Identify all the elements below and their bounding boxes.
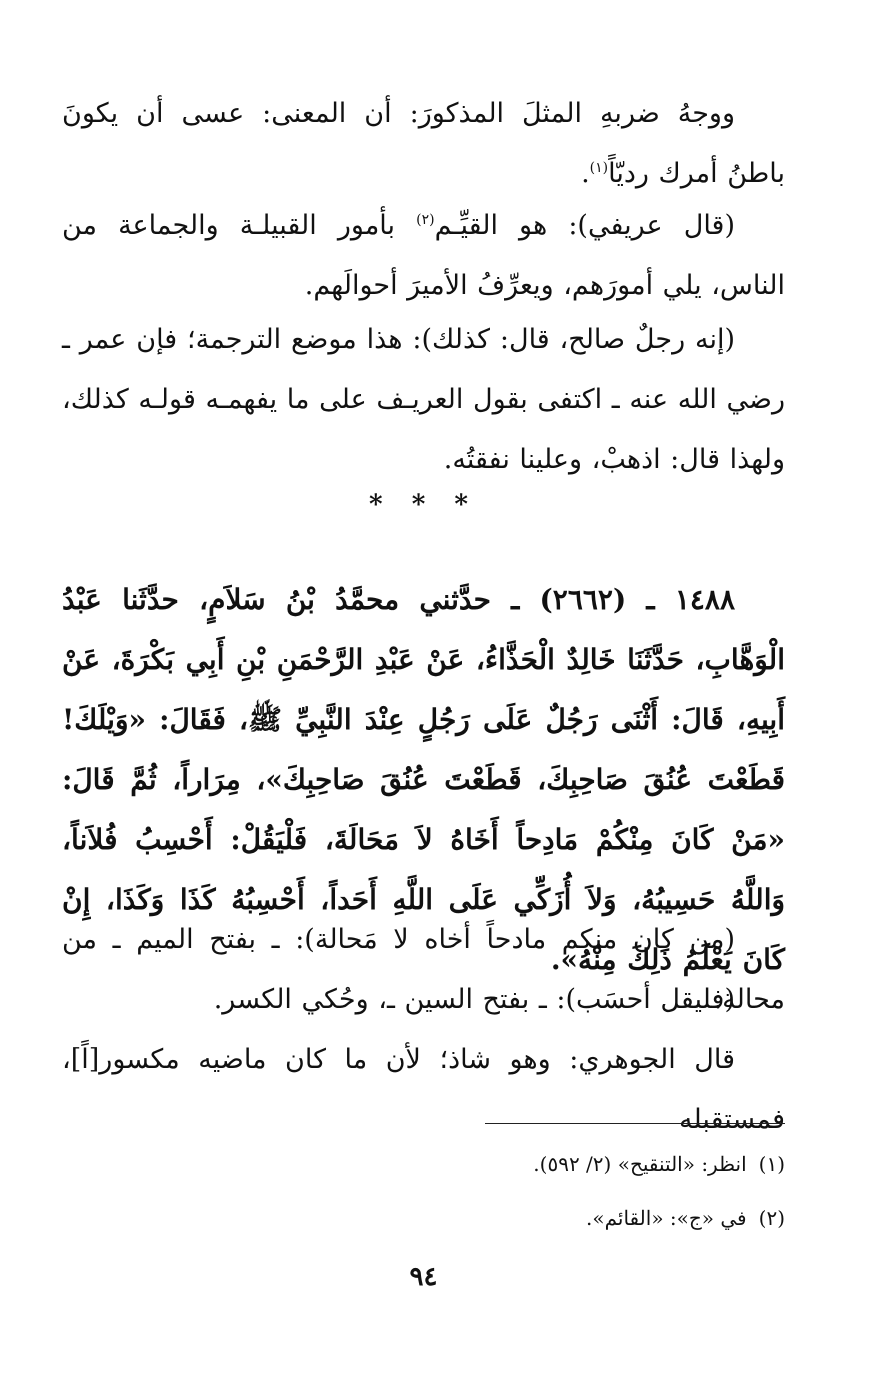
- paragraph-text: ووجهُ ضربهِ المثلَ المذكورَ: أن المعنى: عسى أن يكونَ باطنُ أمرك رديّاً: [62, 98, 785, 189]
- paragraph-explanation: [62, 84, 785, 204]
- paragraph-tarjama: (إنه رجلٌ صالح، قال: كذلك): هذا موضع الترجمة؛ فإن عمر ـ رضي الله عنه ـ اكتفى بقول العريـف على ما يفهمـه قولـه كذلك، ولهذا قال: اذهبْ، وعلينا نفقتُه.: [62, 324, 785, 475]
- note-jawhari: قال الجوهري: وهو شاذ؛ لأن ما كان ماضيه مكسور[اً]، فمستقبله: [62, 1044, 785, 1135]
- footnote-text: انظر: «التنقيح» (٢/ ٥٩٢).: [533, 1152, 747, 1176]
- hadith-text: ١٤٨٨ ـ (٢٦٦٢) ـ حدَّثني محمَّدُ بْنُ سَلاَمٍ، حدَّثَنا عَبْدُ الْوَهَّابِ، حَدَّثَنَا خَالِدٌ الْحَذَّاءُ، عَنْ عَبْدِ الرَّحْمَنِ بْنِ أَبِي بَكْرَةَ، عَنْ أَبِيهِ، قَالَ: أَثْنَى رَجُلٌ عَلَى رَجُلٍ عِنْدَ النَّبِيِّ ﷺ، فَقَالَ: «وَيْلَكَ! قَطَعْتَ عُنُقَ صَاحِبِكَ، قَطَعْتَ عُنُقَ صَاحِبِكَ»، مِرَاراً، ثُمَّ قَالَ: «مَنْ كَانَ مِنْكُمْ مَادِحاً أَخَاهُ لاَ مَحَالَةَ، فَلْيَقُلْ: أَحْسِبُ فُلاَناً، وَاللَّهُ حَسِيبُهُ، وَلاَ أُزَكِّي عَلَى اللَّهِ أَحَداً، أَحْسِبُهُ كَذَا وَكَذَا، إِنْ كَانَ يَعْلَمُ ذَلِكَ مِنْهُ».: [62, 583, 785, 976]
- section-separator: * * *: [369, 490, 478, 520]
- paragraph-text: بأمور القبيلـة والجماعة من الناس، يلي أمورَهم، ويعرِّفُ الأميرَ أحوالَهم.: [62, 210, 785, 301]
- punctuation: .: [581, 158, 590, 189]
- page-number: ٩٤: [409, 1262, 438, 1292]
- footnote-divider: [485, 1123, 785, 1124]
- footnote-1: [62, 1150, 785, 1178]
- footnote-ref: (١): [589, 160, 609, 176]
- paragraph-lemma: (قال عريفي): هو القيِّـم: [434, 210, 735, 241]
- note-mahala: (من كان منكم مادحاً أخاه لا مَحالة): ـ بفتح الميم ـ من محالة.: [62, 924, 785, 1015]
- note-ahsab: (فليقل أحسَب): ـ بفتح السين ـ، وحُكي الكسر.: [213, 984, 735, 1015]
- book-page: [62, 0, 785, 1380]
- footnote-number: (١): [758, 1152, 785, 1176]
- footnote-ref: (٢): [416, 212, 435, 228]
- footnote-text: في «ج»: «القائم».: [585, 1206, 747, 1230]
- paragraph-arifi: [62, 196, 785, 316]
- footnote-number: (٢): [758, 1206, 785, 1230]
- footnote-2: [62, 1204, 785, 1232]
